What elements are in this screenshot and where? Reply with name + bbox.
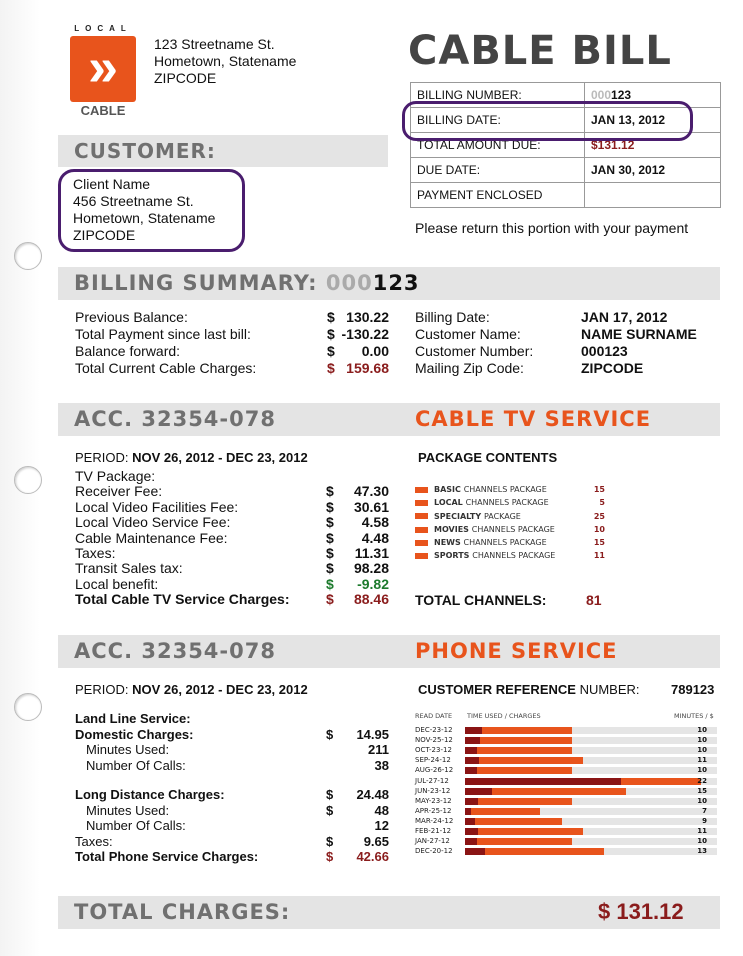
call-bar-track [465,737,717,744]
summary-row [75,343,393,360]
call-date: NOV-25-12 [415,736,453,745]
charge-value: 14.95 [356,726,389,742]
charge-label: Taxes: [75,833,113,849]
customer-reference-number: 789123 [671,682,715,697]
company-address [154,36,296,87]
tv-charge-row [75,531,393,546]
package-name-bold: NEWS [434,538,464,548]
charge-currency: $ [326,802,334,818]
charge-currency: $ [326,575,334,592]
chart-col-time: TIME USED / CHARGES [467,712,541,720]
tv-charges [75,469,393,608]
call-date: SEP-24-12 [415,756,451,765]
payment-enclosed-label: PAYMENT ENCLOSED [411,183,585,208]
package-name [434,536,585,549]
charge-currency: $ [326,560,334,577]
charge-label: Total Phone Service Charges: [75,849,259,864]
phone-period [75,682,308,697]
charge-currency: $ [326,787,334,802]
call-date: JUL-27-12 [415,776,449,785]
package-name-bold: MOVIES [434,524,472,534]
call-bar-track [465,798,717,805]
charge-currency: $ [327,343,335,359]
call-bar-track [465,778,717,785]
charge-value: -9.82 [357,575,389,592]
charge-value: 30.61 [353,498,389,515]
customer-street: 456 Streetname St. [73,193,194,209]
summary-info-value: ZIPCODE [581,360,644,376]
long-minutes-row [75,803,393,819]
charge-value: 98.28 [353,560,389,577]
package-count: 10 [593,524,605,534]
phone-period-value: NOV 26, 2012 - DEC 23, 2012 [132,682,308,697]
phone-service-title: PHONE SERVICE [415,639,618,663]
package-name-rest: CHANNELS PACKAGE [465,498,549,508]
charge-currency: $ [326,591,334,608]
package-name-rest: CHANNELS PACKAGE [471,524,555,534]
phone-spacer [75,773,393,787]
tv-charge-row [75,515,393,530]
summary-right [415,309,715,377]
call-bar-track [465,788,717,795]
charge-currency: $ [327,326,335,342]
phone-account: ACC. 32354-078 [74,639,276,663]
charge-label: Number Of Calls: [86,757,186,773]
call-bar-track [465,828,717,835]
package-swatch-icon [415,487,428,493]
package-item [415,523,605,536]
binder-hole-icon [14,693,42,721]
charge-label: Total Cable TV Service Charges: [75,591,290,608]
package-name-bold: LOCAL [434,498,466,508]
call-bar-track [465,808,717,815]
call-charge-bar [465,727,482,734]
package-name [434,483,585,496]
package-item [415,549,605,562]
package-name-rest: CHANNELS PACKAGE [463,538,547,548]
due-date-label: DUE DATE: [411,158,585,183]
call-minutes-bar [465,737,572,744]
customer-city: Hometown, Statename [73,210,216,226]
total-channels-label: TOTAL CHANNELS: [415,592,547,608]
charge-label: Total Current Cable Charges: [75,360,257,376]
call-minutes: 13 [697,847,707,856]
billing-date-highlight [402,101,693,141]
charge-label: Transit Sales tax: [75,560,183,577]
package-name-bold: SPECIALTY [434,511,484,521]
total-due-label: TOTAL AMOUNT DUE: [411,133,585,158]
package-count: 25 [593,511,605,521]
charge-label: Long Distance Charges: [75,787,225,802]
total-value: $ 131.12 [598,899,684,924]
call-date: DEC-20-12 [415,847,453,856]
package-swatch-icon [415,513,428,519]
call-bar-track [465,757,717,764]
call-charge-bar [465,848,485,855]
charge-label: Number Of Calls: [86,818,186,833]
phone-taxes-row [75,834,393,850]
summary-info-label: Mailing Zip Code: [415,360,524,376]
call-minutes: 10 [697,837,707,846]
package-heading: PACKAGE CONTENTS [418,450,558,465]
charge-value: 38 [374,757,389,773]
return-note: Please return this portion with your payment [415,220,689,236]
tv-account: ACC. 32354-078 [74,407,276,431]
package-count: 5 [599,498,605,508]
total-label: TOTAL CHARGES: [74,900,291,924]
customer-name: Client Name [73,176,151,192]
package-item [415,483,605,496]
charge-label: Previous Balance: [75,309,188,325]
charge-value: -130.22 [341,326,389,342]
call-charge-bar [465,747,477,754]
chart-col-date: READ DATE [415,712,453,720]
summary-heading-text: BILLING SUMMARY: [74,271,318,295]
package-name-bold: BASIC [434,485,464,494]
call-minutes-bar [465,848,604,855]
billing-date-value: JAN 13, 2012 [585,108,721,133]
tv-package-label: TV Package: [75,468,156,484]
call-minutes-bar [465,798,572,805]
call-bar-track [465,818,717,825]
summary-info-value: 000123 [581,343,628,359]
summary-info-row [415,309,715,326]
call-minutes: 7 [702,806,707,815]
billing-number-label: BILLING NUMBER: [411,83,585,108]
billing-number-value: 123 [611,88,632,102]
call-minutes-bar [465,828,583,835]
page-title: CABLE BILL [408,28,672,74]
billing-date-label: BILLING DATE: [411,108,585,133]
package-swatch-icon [415,540,428,546]
summary-row [75,360,393,377]
charge-currency: $ [326,514,334,531]
long-distance-row [75,787,393,803]
binder-hole-icon [14,466,42,494]
summary-info-label: Billing Date: [415,309,490,325]
package-name-bold: SPORTS [434,551,473,561]
charge-value: 159.68 [346,360,389,376]
call-minutes: 10 [697,746,707,755]
charge-currency: $ [327,360,335,376]
call-minutes: 11 [697,756,707,765]
due-date-row [411,158,721,183]
call-minutes: 10 [697,726,707,734]
customer-reference-suffix: NUMBER: [579,682,640,697]
long-calls-row [75,818,393,834]
call-minutes: 10 [697,736,707,745]
payment-enclosed-field[interactable] [585,183,721,208]
call-date: JAN-27-12 [415,837,450,846]
call-bar-track [465,767,717,774]
charge-label: Minutes Used: [86,802,170,818]
call-minutes: 10 [697,766,707,775]
package-swatch-icon [415,527,428,533]
charge-value: 0.00 [361,343,389,359]
summary-info-label: Customer Name: [415,326,521,342]
tv-benefit-row [75,577,393,592]
call-charge-bar [465,788,492,795]
charge-value: 47.30 [353,483,389,500]
logo-top-text: LOCAL [74,24,132,33]
call-bar-track [465,848,717,855]
call-minutes: 11 [697,827,707,835]
charge-currency: $ [326,726,334,742]
charge-value: 130.22 [346,309,389,325]
customer-reference [418,682,718,697]
summary-info-row [415,360,715,377]
call-charge-bar [465,778,621,785]
phone-period-label: PERIOD: [75,682,129,697]
call-minutes-bar [465,838,572,845]
call-minutes-bar [465,767,572,774]
summary-number: 123 [372,271,420,295]
logo [70,24,136,118]
charge-label: Local Video Facilities Fee: [75,498,239,515]
package-count: 15 [593,538,605,548]
summary-row [75,309,393,326]
billing-number-faded: 000 [591,88,612,102]
charge-currency: $ [326,849,334,864]
summary-left [75,309,393,377]
logo-bottom-text: CABLE [80,103,126,118]
package-name-rest: CHANNELS PACKAGE [472,551,556,561]
charge-value: 12 [374,818,389,833]
customer-heading: CUSTOMER: [74,139,216,163]
call-bar-track [465,838,717,845]
call-minutes-bar [465,818,562,825]
tv-period-value: NOV 26, 2012 - DEC 23, 2012 [132,450,308,465]
call-charge-bar [465,767,477,774]
package-swatch-icon [415,500,428,506]
charge-currency: $ [326,498,334,515]
call-date: FEB-21-12 [415,827,452,835]
package-item [415,536,605,549]
due-date-value: JAN 30, 2012 [585,158,721,183]
charge-label: Receiver Fee: [75,483,163,500]
package-item [415,496,605,509]
company-city: Hometown, Statename [154,53,297,69]
summary-info-value: JAN 17, 2012 [581,309,668,325]
call-chart [414,712,720,857]
payment-enclosed-row [411,183,721,208]
charge-value: 48 [374,802,389,818]
package-count: 15 [593,485,605,494]
summary-heading [74,271,420,295]
tv-charge-row [75,500,393,515]
charge-currency: $ [326,544,334,561]
tv-period-label: PERIOD: [75,450,129,465]
package-name [434,510,585,523]
chart-col-minutes: MINUTES / $ [674,712,714,720]
domestic-row [75,727,393,743]
package-swatch-icon [415,553,428,559]
call-date: APR-25-12 [415,806,452,815]
package-item [415,510,605,523]
summary-info-label: Customer Number: [415,343,534,359]
tv-charge-row [75,484,393,499]
call-date: DEC-23-12 [415,726,453,734]
tv-total-row [75,592,393,607]
call-date: MAR-24-12 [415,816,454,825]
package-name [434,523,585,536]
charge-value: 11.31 [354,544,389,561]
call-charge-bar [465,757,479,764]
charge-currency: $ [326,529,334,546]
charge-value: 211 [368,742,389,757]
charge-label: Taxes: [75,544,116,561]
call-date: MAY-23-12 [415,796,452,805]
charge-currency: $ [327,309,335,325]
phone-charges [75,711,393,865]
domestic-minutes-row [75,742,393,758]
company-street: 123 Streetname St. [154,36,275,52]
tv-charge-row [75,546,393,561]
call-charge-bar [465,808,471,815]
charge-currency: $ [326,483,334,500]
call-bar-track [465,747,717,754]
call-charge-bar [465,737,480,744]
company-zip: ZIPCODE [154,70,217,86]
charge-value: 9.65 [363,833,389,849]
call-minutes: 15 [697,786,707,795]
call-minutes: 22 [697,776,707,785]
binder-hole-icon [14,242,42,270]
call-minutes-bar [465,808,540,815]
charge-value: 42.66 [356,849,389,864]
package-name [434,549,585,562]
tv-period [75,450,308,465]
charge-label: Domestic Charges: [75,726,194,742]
package-count: 11 [593,551,605,561]
package-name-rest: PACKAGE [483,511,521,521]
call-date: JUN-23-12 [415,786,451,795]
charge-label: Cable Maintenance Fee: [75,529,228,546]
logo-mark-icon: » [70,36,136,102]
call-minutes-bar [465,757,583,764]
call-charge-bar [465,828,478,835]
summary-info-row [415,326,715,343]
package-list [415,483,605,563]
call-minutes: 9 [702,816,707,825]
call-minutes-bar [465,747,572,754]
charge-value: 4.48 [361,529,389,546]
total-channels-value: 81 [586,592,602,608]
customer-zip: ZIPCODE [73,227,136,243]
call-date: AUG-26-12 [415,766,454,775]
call-minutes: 10 [697,796,707,805]
summary-number-faded: 000 [325,271,373,295]
call-charge-bar [465,818,475,825]
charge-value: 4.58 [361,514,389,531]
tv-service-title: CABLE TV SERVICE [415,407,652,431]
call-date: OCT-23-12 [415,746,452,755]
phone-total-row [75,849,393,865]
charge-currency: $ [326,833,334,849]
total-due-value: $131.12 [585,133,721,158]
charge-label: Total Payment since last bill: [75,326,251,342]
package-name [434,496,585,509]
call-charge-bar [465,798,478,805]
charge-label: Minutes Used: [86,742,170,757]
charge-value: 24.48 [356,787,389,802]
charge-value: 88.46 [353,591,389,608]
customer-reference-label: CUSTOMER REFERENCE [418,682,576,697]
package-name-rest: CHANNELS PACKAGE [463,485,547,494]
charge-label: Balance forward: [75,343,181,359]
tv-charge-row [75,561,393,576]
customer-address-highlight [58,169,245,252]
charge-label: Local benefit: [75,575,159,592]
call-bar-track [465,727,717,734]
summary-info-value: NAME SURNAME [581,326,697,342]
charge-label: Local Video Service Fee: [75,514,231,531]
landline-label: Land Line Service: [75,711,191,726]
call-charge-bar [465,838,477,845]
domestic-calls-row [75,758,393,774]
summary-info-row [415,343,715,360]
summary-row [75,326,393,343]
